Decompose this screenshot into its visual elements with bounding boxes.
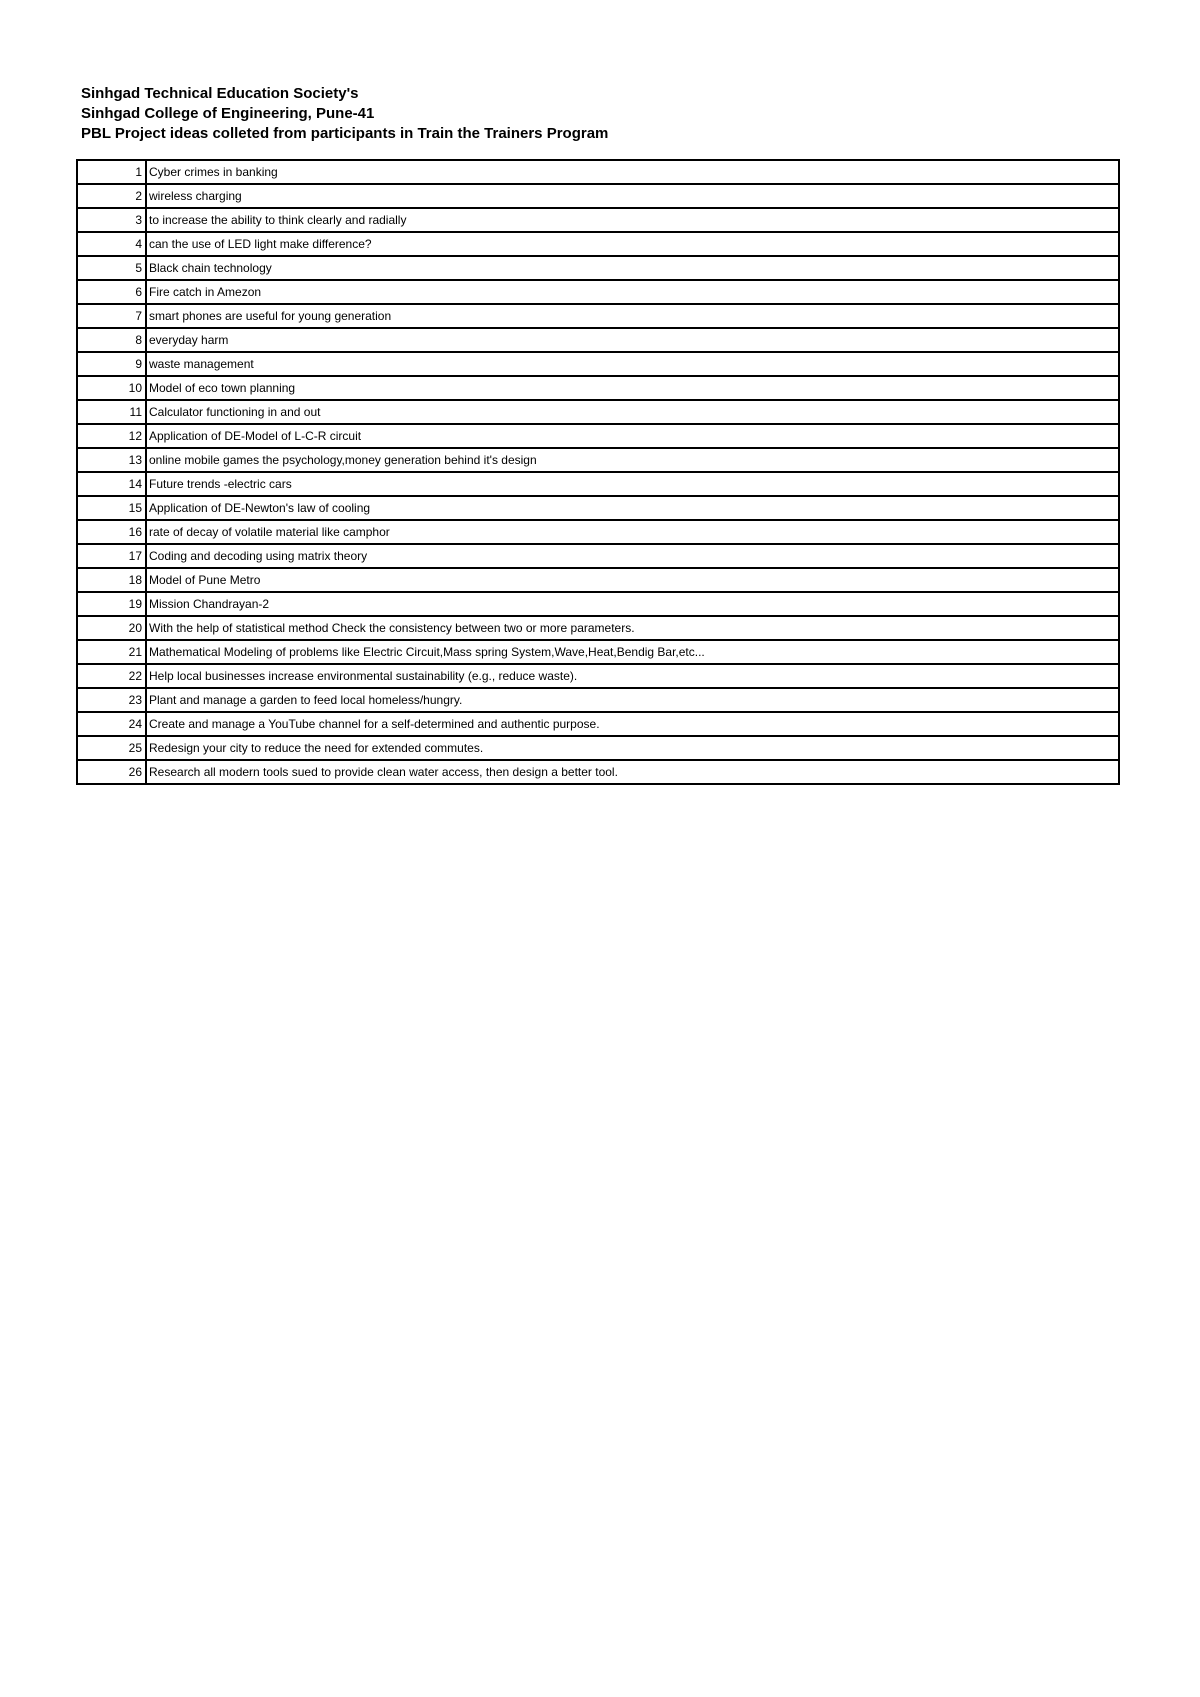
project-idea: Coding and decoding using matrix theory: [146, 544, 1119, 568]
project-ideas-table-body: [77, 160, 1119, 784]
table-row: [77, 520, 1119, 544]
row-number: 22: [77, 664, 146, 688]
table-row: [77, 688, 1119, 712]
table-row: [77, 448, 1119, 472]
table-row: [77, 256, 1119, 280]
project-idea: smart phones are useful for young generation: [146, 304, 1119, 328]
table-row: [77, 640, 1119, 664]
row-number: 11: [77, 400, 146, 424]
project-idea: to increase the ability to think clearly and radially: [146, 208, 1119, 232]
row-number: 4: [77, 232, 146, 256]
row-number: 6: [77, 280, 146, 304]
project-idea: With the help of statistical method Check the consistency between two or more parameters.: [146, 616, 1119, 640]
table-row: [77, 304, 1119, 328]
project-idea: can the use of LED light make difference?: [146, 232, 1119, 256]
table-row: [77, 280, 1119, 304]
project-idea: Plant and manage a garden to feed local homeless/hungry.: [146, 688, 1119, 712]
row-number: 25: [77, 736, 146, 760]
row-number: 14: [77, 472, 146, 496]
college-name: Sinhgad College of Engineering, Pune-41: [81, 105, 375, 122]
row-number: 1: [77, 160, 146, 184]
document-title: PBL Project ideas colleted from participants in Train the Trainers Program: [81, 125, 609, 142]
row-number: 10: [77, 376, 146, 400]
table-row: [77, 472, 1119, 496]
project-ideas-table: [76, 159, 1120, 785]
table-row: [77, 496, 1119, 520]
society-name: Sinhgad Technical Education Society's: [81, 85, 359, 102]
row-number: 2: [77, 184, 146, 208]
project-idea: Mission Chandrayan-2: [146, 592, 1119, 616]
row-number: 16: [77, 520, 146, 544]
table-row: [77, 184, 1119, 208]
table-row: [77, 376, 1119, 400]
project-idea: Application of DE-Model of L-C-R circuit: [146, 424, 1119, 448]
project-idea: Future trends -electric cars: [146, 472, 1119, 496]
table-row: [77, 664, 1119, 688]
project-idea: everyday harm: [146, 328, 1119, 352]
row-number: 5: [77, 256, 146, 280]
table-row: [77, 544, 1119, 568]
row-number: 8: [77, 328, 146, 352]
project-idea: online mobile games the psychology,money generation behind it's design: [146, 448, 1119, 472]
row-number: 3: [77, 208, 146, 232]
table-row: [77, 328, 1119, 352]
project-idea: Redesign your city to reduce the need for extended commutes.: [146, 736, 1119, 760]
table-row: [77, 712, 1119, 736]
project-idea: Fire catch in Amezon: [146, 280, 1119, 304]
table-row: [77, 400, 1119, 424]
row-number: 12: [77, 424, 146, 448]
row-number: 24: [77, 712, 146, 736]
document-header: [81, 84, 608, 144]
project-idea: Help local businesses increase environmental sustainability (e.g., reduce waste).: [146, 664, 1119, 688]
project-idea: Model of Pune Metro: [146, 568, 1119, 592]
project-idea: Research all modern tools sued to provide clean water access, then design a better tool.: [146, 760, 1119, 784]
row-number: 19: [77, 592, 146, 616]
project-idea: Mathematical Modeling of problems like Electric Circuit,Mass spring System,Wave,Heat,Bendig Bar,etc...: [146, 640, 1119, 664]
table-row: [77, 760, 1119, 784]
row-number: 7: [77, 304, 146, 328]
table-row: [77, 232, 1119, 256]
project-idea: rate of decay of volatile material like camphor: [146, 520, 1119, 544]
project-idea: wireless charging: [146, 184, 1119, 208]
table-row: [77, 568, 1119, 592]
project-idea: Cyber crimes in banking: [146, 160, 1119, 184]
project-idea: waste management: [146, 352, 1119, 376]
row-number: 20: [77, 616, 146, 640]
row-number: 18: [77, 568, 146, 592]
table-row: [77, 592, 1119, 616]
row-number: 9: [77, 352, 146, 376]
row-number: 17: [77, 544, 146, 568]
table-row: [77, 208, 1119, 232]
table-row: [77, 736, 1119, 760]
table-row: [77, 616, 1119, 640]
project-idea: Model of eco town planning: [146, 376, 1119, 400]
row-number: 13: [77, 448, 146, 472]
row-number: 15: [77, 496, 146, 520]
project-idea: Create and manage a YouTube channel for a self-determined and authentic purpose.: [146, 712, 1119, 736]
row-number: 23: [77, 688, 146, 712]
table-row: [77, 352, 1119, 376]
table-row: [77, 424, 1119, 448]
project-idea: Application of DE-Newton's law of cooling: [146, 496, 1119, 520]
project-idea: Calculator functioning in and out: [146, 400, 1119, 424]
project-idea: Black chain technology: [146, 256, 1119, 280]
table-row: [77, 160, 1119, 184]
row-number: 21: [77, 640, 146, 664]
row-number: 26: [77, 760, 146, 784]
